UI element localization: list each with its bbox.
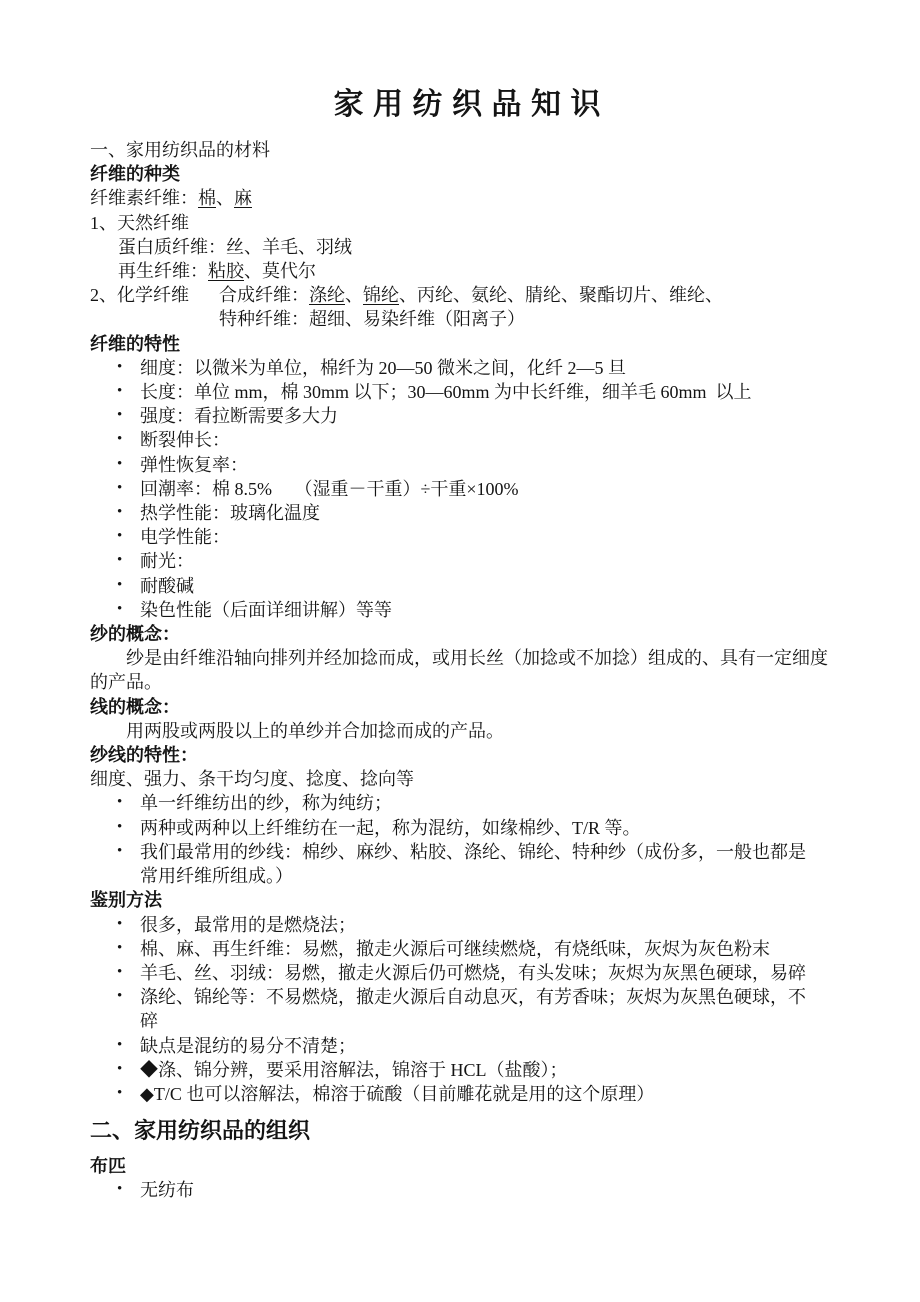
nylon-underlined: 锦纶 (363, 285, 399, 306)
list-item-dyeing (90, 598, 845, 622)
natural-fiber-item: 1、天然纤维 (90, 212, 189, 233)
list-item-dissolution-hcl (90, 1058, 845, 1082)
special-fiber-text: 特种纤维：超细、易染纤维（阳离子） (219, 309, 525, 330)
list-item-text: 强度：看拉断需要多大力 (140, 406, 338, 427)
separator: 、 (216, 188, 234, 209)
list-item-text: 常用纤维所组成。） (140, 866, 293, 887)
list-item-polyester-burning (90, 985, 845, 1033)
yarn-concept-paragraph (90, 646, 845, 694)
yarn-properties-heading: 纱线的特性： (90, 745, 198, 766)
separator2: 、 (345, 285, 363, 306)
synthetic-fiber-label: 合成纤维： (219, 285, 309, 306)
bullet-icon: • (117, 600, 123, 617)
list-item-text: 耐酸碱 (140, 575, 194, 596)
bullet-icon: • (117, 1036, 123, 1053)
bullet-icon: • (117, 988, 123, 1005)
bullet-icon: • (117, 455, 123, 472)
bullet-icon: • (117, 528, 123, 545)
list-item-text: 长度：单位 mm，棉 30mm 以下；30—60mm 为中长纤维，细羊毛 60mm 以上 (140, 382, 752, 403)
paragraph-line: 纱是由纤维沿轴向排列并经加捻而成，或用长丝（加捻或不加捻）组成的、具有一定细度 (126, 648, 828, 669)
bullet-icon: • (117, 358, 123, 375)
hang-spacer (90, 307, 219, 331)
thread-concept-paragraph: 用两股或两股以上的单纱并合加捻而成的产品。 (126, 720, 504, 741)
list-item-text: 无纺布 (140, 1180, 194, 1201)
list-item-elastic-recovery (90, 453, 845, 477)
chemical-fiber-line (90, 283, 845, 307)
list-item-text: 棉、麻、再生纤维：易燃，撤走火源后可继续燃烧，有烧纸味，灰烬为灰色粉末 (140, 938, 770, 959)
regenerated-fiber-label: 再生纤维： (118, 261, 208, 282)
protein-fiber-line: 蛋白质纤维：丝、羊毛、羽绒 (118, 236, 352, 257)
bullet-icon: • (117, 1084, 123, 1101)
list-item-lightfastness (90, 549, 845, 573)
yarn-properties-list: 细度、强力、条干均匀度、捻度、捻向等 (90, 769, 414, 790)
list-item-text: 碎 (140, 1011, 158, 1032)
list-item-fineness (90, 356, 845, 380)
list-item-acid-alkali (90, 574, 845, 598)
fiber-properties-heading: 纤维的特性 (90, 333, 180, 354)
list-item-text: 缺点是混纺的易分不清楚； (140, 1035, 356, 1056)
fiber-types-heading: 纤维的种类 (90, 164, 180, 185)
list-item-nonwoven (90, 1178, 845, 1202)
list-item-common-yarns (90, 840, 845, 888)
list-item-text: 弹性恢复率： (140, 454, 248, 475)
bullet-icon: • (117, 939, 123, 956)
list-item-cotton-burning (90, 937, 845, 961)
linen-underlined: 麻 (234, 188, 252, 209)
yarn-concept-heading: 纱的概念： (90, 624, 180, 645)
list-item-drawback (90, 1034, 845, 1058)
list-item-burning-method (90, 913, 845, 937)
bullet-icon: • (117, 818, 123, 835)
special-fiber-line (90, 307, 845, 331)
bullet-icon: • (117, 504, 123, 521)
list-item-text: 热学性能：玻璃化温度 (140, 503, 320, 524)
list-item-dissolution-tc (90, 1082, 845, 1106)
viscose-underlined: 粘胶 (208, 261, 244, 282)
bullet-icon: • (117, 552, 123, 569)
bullet-icon: • (117, 963, 123, 980)
chemical-fiber-label: 2、化学纤维 (90, 285, 189, 306)
list-item-strength (90, 404, 845, 428)
regenerated-fiber-line (90, 259, 845, 283)
bullet-icon: • (117, 383, 123, 400)
list-item-text: 断裂伸长： (140, 430, 230, 451)
document-title: 家 用 纺 织 品 知 识 (333, 88, 602, 121)
list-item-text: 回潮率：棉 8.5% （湿重－干重）÷干重×100% (140, 478, 519, 499)
list-item-text: 我们最常用的纱线：棉纱、麻纱、粘胶、涤纶、锦纶、特种纱（成份多，一般也都是 (140, 841, 806, 862)
bullet-icon: • (117, 915, 123, 932)
list-item-text: 羊毛、丝、羽绒：易燃，撤走火源后仍可燃烧，有头发味；灰烬为灰黑色硬球，易碎 (140, 962, 806, 983)
list-item-text: 细度：以微米为单位，棉纤为 20—50 微米之间，化纤 2—5 旦 (140, 357, 626, 378)
fabric-heading: 布匹 (90, 1156, 126, 1177)
list-item-text: ◆T/C 也可以溶解法，棉溶于硫酸（目前雕花就是用的这个原理） (140, 1083, 655, 1104)
cellulose-fiber-label: 纤维素纤维： (90, 188, 198, 209)
section1-heading: 一、家用纺织品的材料 (90, 140, 270, 160)
identification-methods-heading: 鉴别方法 (90, 890, 162, 911)
synthetic-fiber-text (219, 283, 845, 307)
modal-text: 、莫代尔 (244, 261, 316, 282)
cellulose-fiber-line (90, 186, 845, 210)
other-synthetics: 、丙纶、氨纶、腈纶、聚酯切片、维纶、 (399, 285, 723, 306)
list-item-text: 耐光： (140, 551, 194, 572)
bullet-icon: • (117, 794, 123, 811)
bullet-icon: • (117, 407, 123, 424)
list-item-wool-burning (90, 961, 845, 985)
bullet-icon: • (117, 1181, 123, 1198)
list-item-length (90, 380, 845, 404)
bullet-icon: • (117, 576, 123, 593)
cotton-underlined: 棉 (198, 188, 216, 209)
list-item-text: 电学性能： (140, 527, 230, 548)
list-item-text: 单一纤维纺出的纱，称为纯纺； (140, 793, 392, 814)
list-item-thermal (90, 501, 845, 525)
bullet-icon: • (117, 842, 123, 859)
list-item-text: 两种或两种以上纤维纺在一起，称为混纺，如缘棉纱、T/R 等。 (140, 817, 641, 838)
bullet-icon: • (117, 431, 123, 448)
paragraph-line: 的产品。 (90, 672, 162, 693)
section2-heading: 二、家用纺织品的组织 (90, 1118, 311, 1144)
list-item-text: 涤纶、锦纶等：不易燃烧，撤走火源后自动息灭，有芳香味；灰烬为灰黑色硬球，不 (140, 987, 806, 1008)
polyester-underlined: 涤纶 (309, 285, 345, 306)
thread-concept-heading: 线的概念： (90, 696, 180, 717)
bullet-icon: • (117, 1060, 123, 1077)
list-item-moisture-regain (90, 477, 845, 501)
list-item-pure-spinning (90, 791, 845, 815)
list-item-text: 很多，最常用的是燃烧法； (140, 914, 356, 935)
bullet-icon: • (117, 479, 123, 496)
list-item-blended-spinning (90, 816, 845, 840)
list-item-text: ◆涤、锦分辨，要采用溶解法，锦溶于 HCL（盐酸）； (140, 1059, 568, 1080)
list-item-elongation (90, 428, 845, 452)
list-item-electrical (90, 525, 845, 549)
list-item-text: 染色性能（后面详细讲解）等等 (140, 599, 392, 620)
